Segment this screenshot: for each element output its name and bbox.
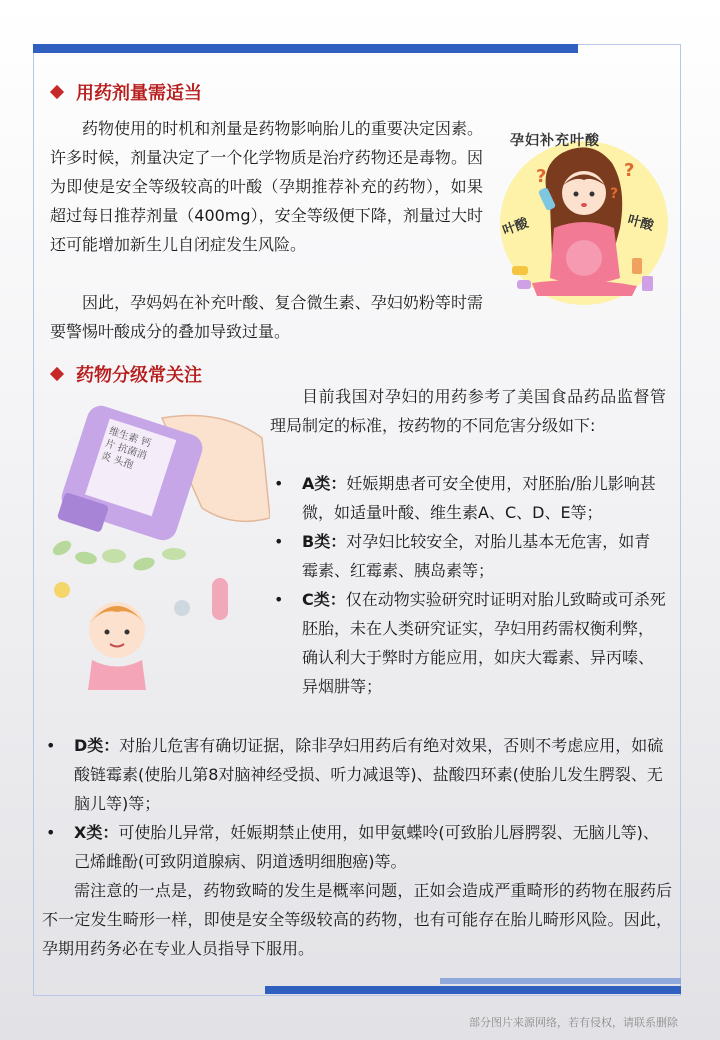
bottle-label-text: 维生素 钙片 抗菌消炎 头孢 [99,425,153,472]
section1-heading-text: 用药剂量需适当 [76,83,202,104]
section2-closing-paragraph: 需注意的一点是，药物致畸的发生是概率问题，正如会造成严重畸形的药物在服药后不一定发生畸形一样，即使是安全等级较高的药物，也有可能存在胎儿畸形风险。因此，孕期用药务必在专业人员指导下服用。 [42,881,672,958]
bottom-accent-bar-light [440,978,681,984]
bottom-accent-bar [265,986,681,994]
section2-intro: 目前我国对孕妇的用药参考了美国食品药品监督管理局制定的标准，按药物的不同危害分级如下: [270,387,666,435]
section1-paragraph-1: 药物使用的时机和剂量是药物影响胎儿的重要决定因素。许多时候，剂量决定了一个化学物质是治疗药物还是毒物。因为即使是安全等级较高的叶酸（孕期推荐补充的药物），如果超过每日推荐剂量（400mg），安全等级便下降，剂量过大时还可能增加新生儿自闭症发生风险。 [50,119,483,254]
category-text: 妊娠期患者可安全使用，对胚胎/胎儿影响甚微，如适量叶酸、维生素A、C、D、E等； [302,474,656,522]
category-label: A类： [302,474,347,493]
illustration-label-right: 叶酸 [625,212,655,235]
top-accent-bar [33,44,578,53]
category-label: C类： [302,590,346,609]
category-label: D类： [74,736,120,755]
medicine-bottle-illustration [42,398,270,698]
section2-heading [48,361,202,387]
copyright-footer: 部分图片来源网络，若有侵权，请联系删除 [469,1016,678,1029]
illustration-label-left: 叶酸 [500,215,531,239]
pregnant-woman-folic-acid-illustration [492,108,670,308]
category-text: 对胎儿危害有确切证据，除非孕妇用药后有绝对效果，否则不考虑应用，如硫酸链霉素(使胎儿第8对脑神经受损、听力减退等)、盐酸四环素(使胎儿发生腭裂、无脑儿等)等； [74,736,664,813]
diamond-bullet-icon [50,367,64,381]
question-mark-icon: ? [624,160,635,181]
category-text: 对孕妇比较安全，对胎儿基本无危害，如青霉素、红霉素、胰岛素等； [302,532,651,580]
question-mark-icon: ? [610,186,619,202]
diamond-bullet-icon [50,85,64,99]
category-label: B类： [302,532,347,551]
list-item-category-d: • D类：对胎儿危害有确切证据，除非孕妇用药后有绝对效果，否则不考虑应用，如硫酸链霉素(使胎儿第8对脑神经受损、听力减退等)、盐酸四环素(使胎儿发生腭裂、无脑儿等)等； [46,736,664,813]
category-text: 仅在动物实验研究时证明对胎儿致畸或可杀死胚胎，未在人类研究证实，孕妇用药需权衡利弊，确认利大于弊时方能应用，如庆大霉素、异丙嗪、异烟肼等； [302,590,666,696]
drug-category-list-upper [270,469,666,701]
question-mark-icon: ? [536,166,547,187]
section1-heading [48,79,202,105]
list-item-category-x: • X类：可使胎儿异常，妊娠期禁止使用，如甲氨蝶呤(可致胎儿唇腭裂、无脑儿等)、己烯雌酚(可致阴道腺病、阴道透明细胞癌)等。 [46,823,659,871]
section2-heading-text: 药物分级常关注 [76,365,202,386]
list-item-category-a: • A类：妊娠期患者可安全使用，对胚胎/胎儿影响甚微，如适量叶酸、维生素A、C、D、E等； [274,474,656,522]
category-label: X类： [74,823,119,842]
list-item-category-b: • B类：对孕妇比较安全，对胎儿基本无危害，如青霉素、红霉素、胰岛素等； [274,532,651,580]
category-text: 可使胎儿异常，妊娠期禁止使用，如甲氨蝶呤(可致胎儿唇腭裂、无脑儿等)、己烯雌酚(可致阴道腺病、阴道透明细胞癌)等。 [74,823,659,871]
list-item-category-c: • C类：仅在动物实验研究时证明对胎儿致畸或可杀死胚胎，未在人类研究证实，孕妇用药需权衡利弊，确认利大于弊时方能应用，如庆大霉素、异丙嗪、异烟肼等； [274,590,666,696]
illustration-title: 孕妇补充叶酸 [510,133,600,149]
section1-paragraph-2: 因此，孕妈妈在补充叶酸、复合微生素、孕妇奶粉等时需要警惕叶酸成分的叠加导致过量。 [50,293,483,341]
drug-category-list-lower [42,731,672,876]
